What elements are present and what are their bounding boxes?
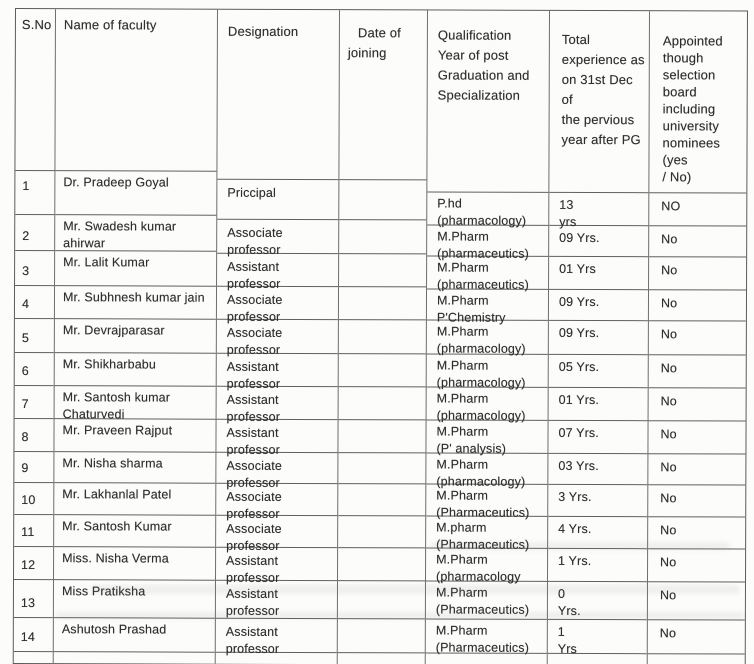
- cell-name-row3: Mr. Lalit Kumar: [55, 251, 216, 287]
- cell-name-row1: Dr. Pradeep Goyal: [55, 171, 216, 216]
- cell-designation-row2: Associate professor: [217, 220, 338, 254]
- cell-experience-row11: 4 Yrs.: [548, 517, 647, 549]
- cell-designation-row4: Associate professor: [217, 287, 338, 320]
- column-name: [54, 9, 218, 664]
- cell-sno-row10: 10: [14, 483, 53, 515]
- cell-qualification-row4: M.Pharm P'Chemistry: [427, 289, 548, 320]
- cell-experience-row6: 05 Yrs.: [549, 355, 648, 388]
- cell-experience-row3: 01 Yrs: [549, 257, 648, 290]
- cell-date_of_joining-row1: [339, 180, 426, 220]
- cell-designation-row12: Assistant professor: [216, 548, 337, 581]
- cell-qualification-row13: M.Pharm (Pharmaceutics): [426, 581, 547, 619]
- cell-experience-row10: 3 Yrs.: [548, 485, 647, 517]
- cell-qualification-row2: M.Pharm (pharmaceutics): [427, 225, 548, 256]
- header-cell-name: Name of faculty: [55, 9, 217, 172]
- cell-qualification-row3: M.Pharm (pharmaceutics): [427, 256, 548, 289]
- cell-experience-row9: 03 Yrs.: [548, 454, 647, 485]
- cell-date_of_joining-row4: [339, 287, 426, 320]
- cell-appointed-row15: [648, 654, 745, 664]
- column-appointed: [648, 11, 747, 664]
- cell-experience-row14: 1 Yrs: [548, 620, 647, 654]
- cell-sno-row11: 11: [14, 515, 53, 547]
- cell-experience-row1: 13 yrs: [549, 193, 648, 226]
- cell-name-row10: Mr. Lakhanlal Patel: [54, 483, 215, 516]
- cell-experience-row8: 07 Yrs.: [548, 421, 647, 454]
- cell-appointed-row6: No: [649, 355, 746, 388]
- cell-appointed-row8: No: [648, 421, 745, 454]
- cell-sno-row13: 13: [14, 580, 53, 618]
- cell-name-row2: Mr. Swadesh kumar ahirwar: [55, 215, 216, 252]
- cell-appointed-row4: No: [649, 290, 746, 321]
- cell-name-row7: Mr. Santosh kumar Chaturvedi: [55, 386, 216, 420]
- cell-experience-row12: 1 Yrs.: [548, 549, 647, 582]
- cell-sno-row7: 7: [15, 386, 54, 419]
- cell-date_of_joining-row2: [339, 220, 426, 254]
- cell-date_of_joining-row7: [339, 387, 426, 420]
- cell-sno-row1: 1: [15, 171, 54, 215]
- cell-sno-row12: 12: [14, 547, 53, 580]
- cell-designation-row11: Associate professor: [216, 516, 337, 548]
- cell-sno-row8: 8: [14, 419, 53, 452]
- cell-date_of_joining-row8: [338, 420, 425, 453]
- cell-date_of_joining-row10: [338, 484, 425, 516]
- column-qualification: [426, 10, 550, 664]
- header-cell-date_of_joining: Date of joining: [339, 10, 427, 180]
- header-cell-experience: Total experience as on 31st Dec of the pervious year after PG: [549, 11, 649, 193]
- cell-qualification-row10: M.Pharm (Pharmaceutics): [426, 484, 547, 516]
- cell-qualification-row9: M.Pharm (pharmacology): [426, 453, 547, 484]
- column-sno: [14, 9, 56, 663]
- header-cell-appointed: Appointed though selection board including university nominees (yes / No): [649, 11, 747, 193]
- cell-qualification-row6: M.Pharm (pharmacology): [427, 354, 548, 387]
- cell-name-row8: Mr. Praveen Rajput: [54, 419, 215, 453]
- cell-designation-row14: Assistant professor: [216, 619, 337, 653]
- cell-qualification-row8: M.Pharm (P' analysis): [426, 420, 547, 453]
- cell-date_of_joining-row13: [338, 581, 425, 619]
- cell-name-row6: Mr. Shikharbabu: [55, 353, 216, 387]
- cell-experience-row7: 01 Yrs.: [549, 388, 648, 421]
- cell-appointed-row10: No: [648, 485, 745, 517]
- cell-appointed-row3: No: [649, 257, 746, 290]
- cell-name-row12: Miss. Nisha Verma: [54, 547, 215, 581]
- header-cell-qualification: Qualification Year of post Graduation and Specialization: [427, 10, 549, 192]
- cell-experience-row2: 09 Yrs.: [549, 226, 648, 257]
- header-cell-sno: S.No: [15, 9, 55, 171]
- cell-appointed-row12: No: [648, 549, 745, 582]
- cell-designation-row10: Associate professor: [216, 484, 337, 516]
- cell-sno-row3: 3: [15, 251, 54, 286]
- header-cell-designation: Designation: [217, 10, 339, 180]
- cell-appointed-row7: No: [649, 388, 746, 421]
- cell-designation-row6: Assistant professor: [217, 354, 338, 387]
- cell-qualification-row12: M.Pharm (pharmacology: [426, 548, 547, 581]
- cell-appointed-row13: No: [648, 582, 745, 620]
- cell-designation-row1: Priccipal: [217, 180, 338, 220]
- cell-experience-row4: 09 Yrs.: [549, 290, 648, 321]
- cell-qualification-row5: M.Pharm (pharmacology): [427, 320, 548, 354]
- cell-appointed-row9: No: [648, 454, 745, 485]
- cell-date_of_joining-row15: [338, 653, 425, 664]
- cell-experience-row5: 09 Yrs.: [549, 321, 648, 355]
- cell-name-row15: [54, 652, 215, 664]
- cell-experience-row13: 0 Yrs.: [548, 582, 647, 620]
- faculty-table: [13, 8, 748, 664]
- cell-qualification-row1: P.hd (pharmacology): [427, 192, 548, 225]
- cell-qualification-row14: M.Pharm (Pharmaceutics): [426, 619, 547, 653]
- cell-designation-row5: Associate professor: [217, 320, 338, 354]
- cell-date_of_joining-row9: [338, 453, 425, 484]
- column-date_of_joining: [338, 10, 428, 664]
- cell-sno-row2: 2: [15, 215, 54, 251]
- cell-appointed-row2: No: [649, 226, 746, 257]
- cell-qualification-row7: M.Pharm (pharmacology): [427, 387, 548, 420]
- cell-qualification-row11: M.pharm (Pharmaceutics): [426, 516, 547, 548]
- cell-name-row11: Mr. Santosh Kumar: [54, 515, 215, 548]
- cell-sno-row5: 5: [15, 319, 54, 353]
- cell-designation-row9: Associate professor: [216, 453, 337, 484]
- cell-sno-row15: [14, 652, 53, 664]
- cell-designation-row7: Assistant professor: [217, 387, 338, 420]
- cell-sno-row14: 14: [14, 618, 53, 652]
- cell-name-row14: Ashutosh Prashad: [54, 618, 215, 653]
- cell-designation-row3: Assistant professor: [217, 254, 338, 287]
- cell-sno-row4: 4: [15, 286, 54, 319]
- cell-name-row4: Mr. Subhnesh kumar jain: [55, 286, 216, 320]
- cell-appointed-row11: No: [648, 517, 745, 549]
- cell-date_of_joining-row11: [338, 516, 425, 548]
- cell-designation-row8: Assistant professor: [216, 420, 337, 453]
- cell-appointed-row14: No: [648, 620, 745, 654]
- cell-date_of_joining-row14: [338, 619, 425, 653]
- cell-date_of_joining-row5: [339, 320, 426, 354]
- cell-sno-row6: 6: [15, 353, 54, 386]
- cell-date_of_joining-row6: [339, 354, 426, 387]
- cell-name-row5: Mr. Devrajparasar: [55, 319, 216, 354]
- cell-appointed-row5: No: [649, 321, 746, 355]
- cell-sno-row9: 9: [14, 452, 53, 483]
- cell-appointed-row1: NO: [649, 193, 746, 226]
- cell-date_of_joining-row3: [339, 254, 426, 287]
- cell-name-row9: Mr. Nisha sharma: [54, 452, 215, 484]
- cell-name-row13: Miss Pratiksha: [54, 580, 215, 619]
- cell-date_of_joining-row12: [338, 548, 425, 581]
- cell-designation-row13: Assistant professor: [216, 581, 337, 619]
- column-experience: [548, 11, 650, 664]
- column-designation: [216, 10, 340, 664]
